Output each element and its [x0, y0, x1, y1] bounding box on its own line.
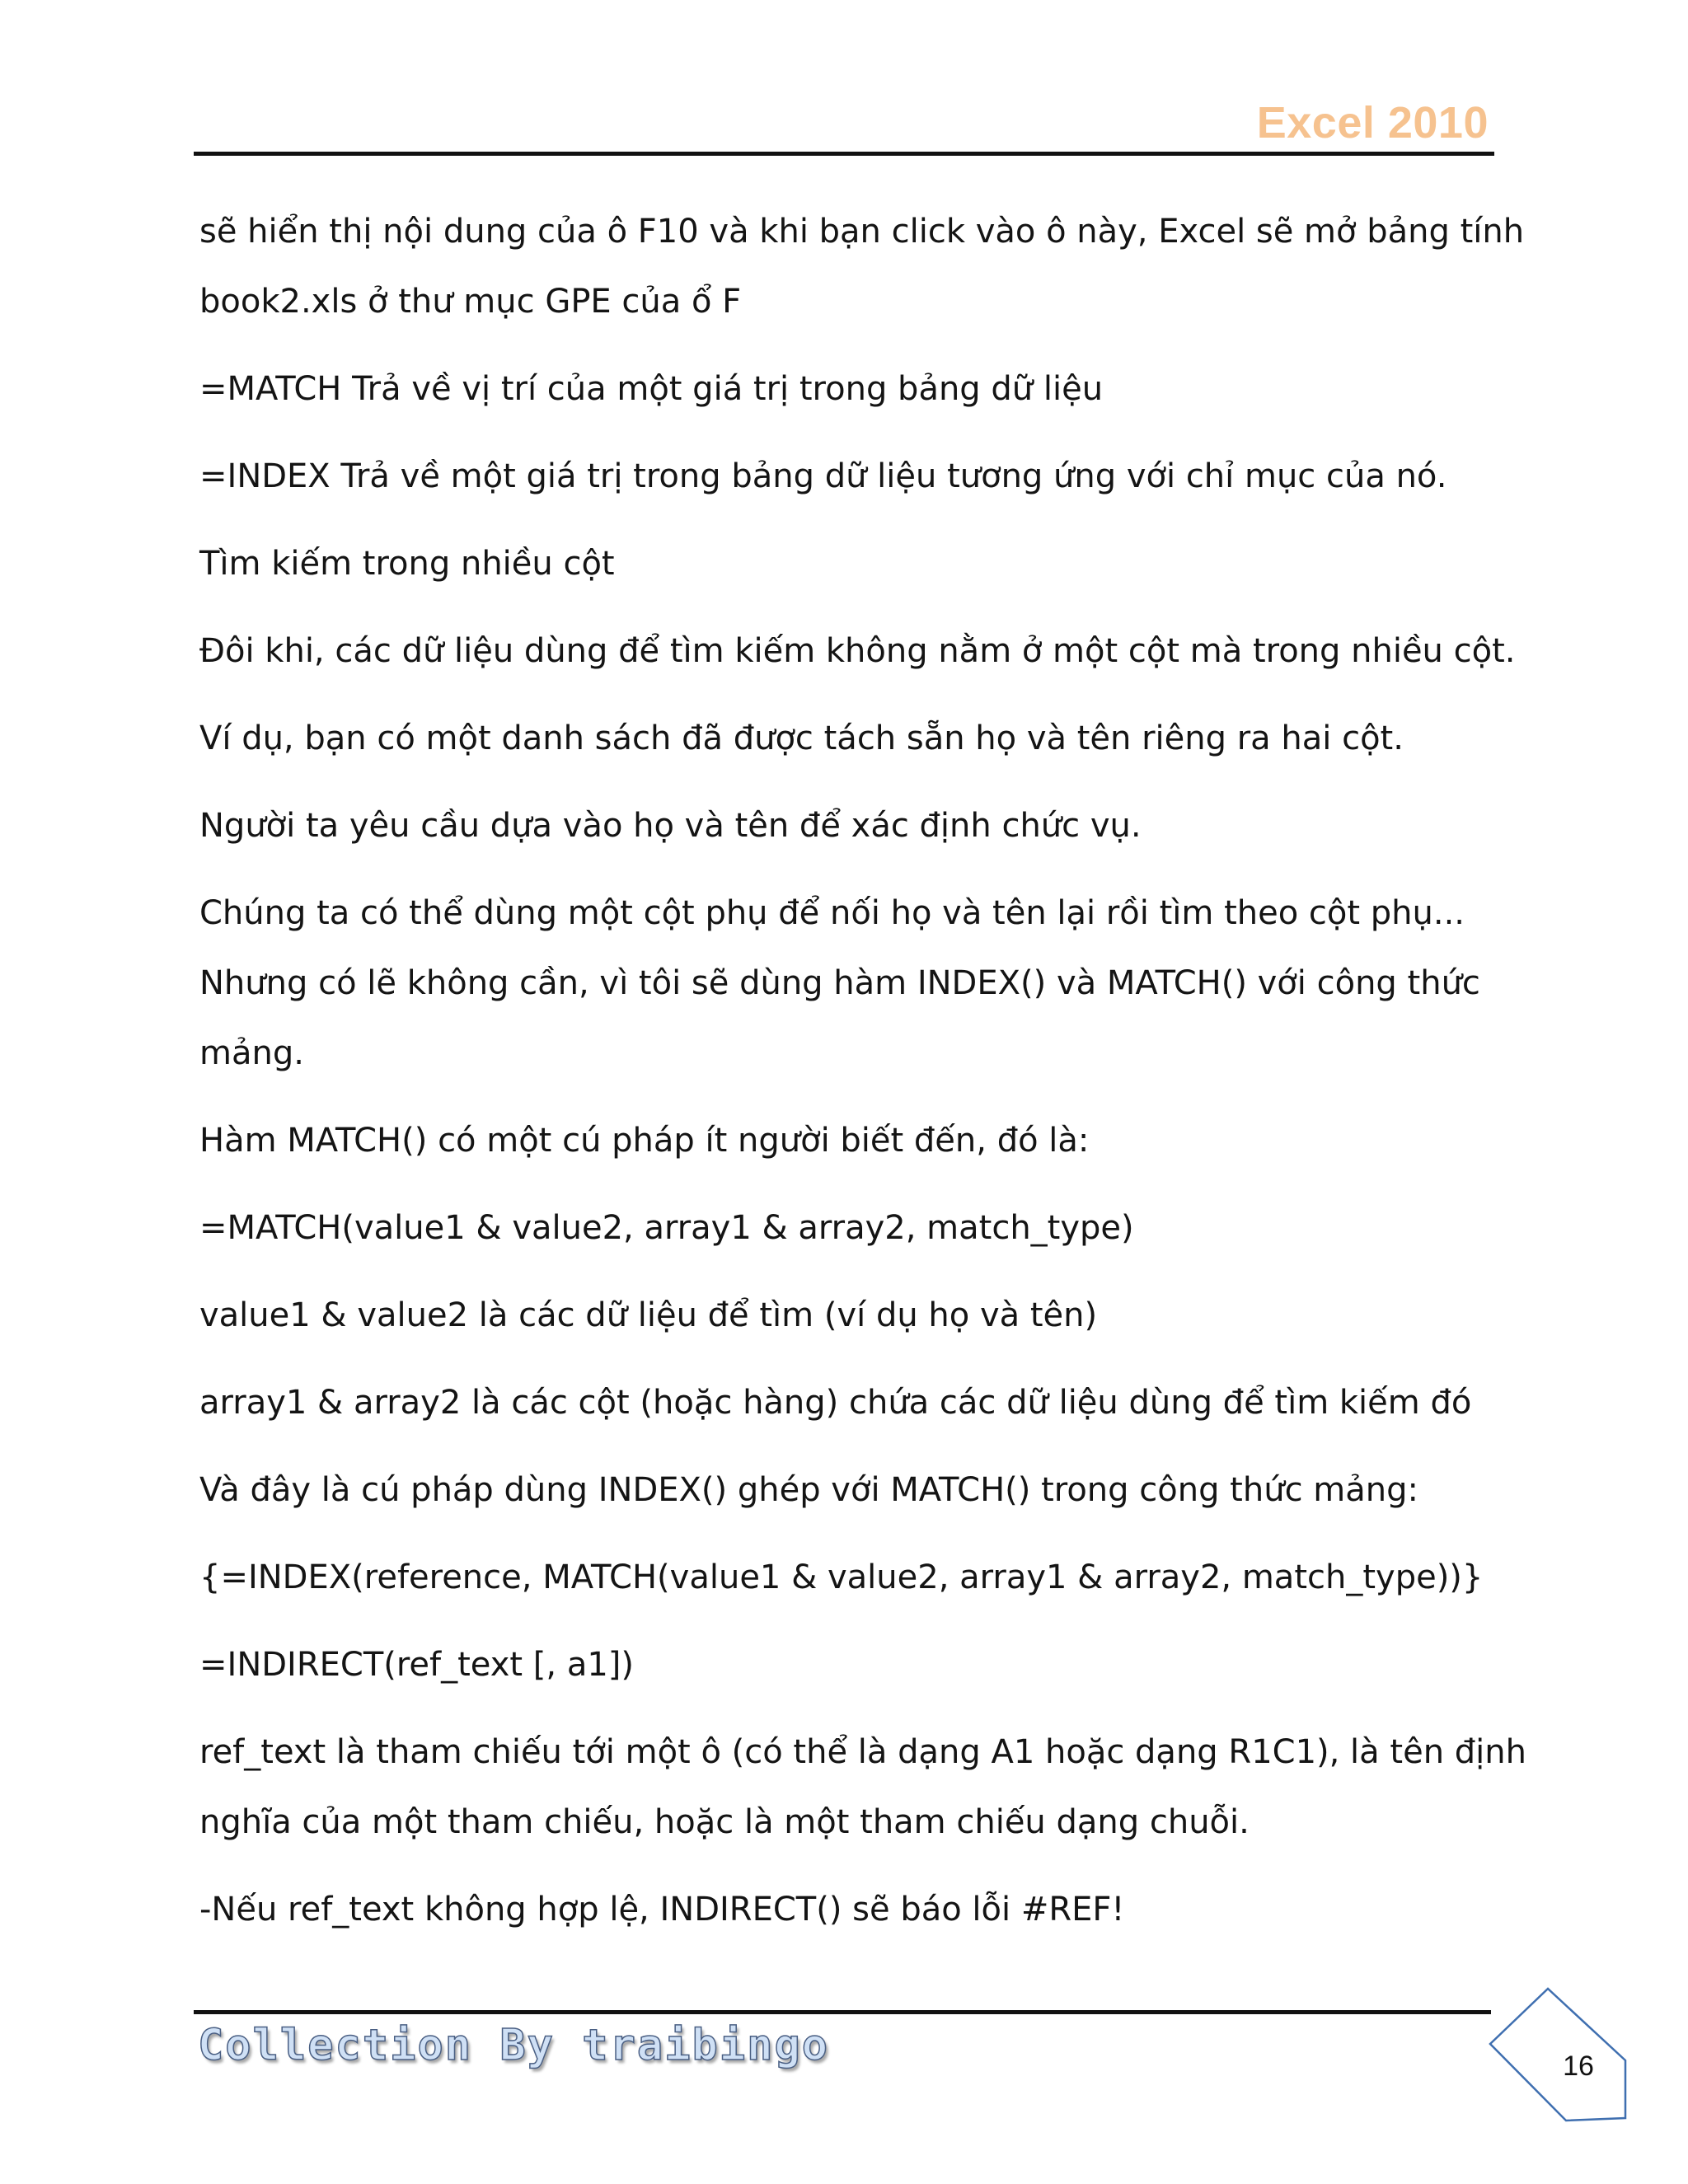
body-line: Và đây là cú pháp dùng INDEX() ghép với MATCH() trong công thức mảng:: [199, 1471, 1418, 1509]
body-line: Nhưng có lẽ không cần, vì tôi sẽ dùng hàm INDEX() và MATCH() với công thức: [199, 964, 1480, 1002]
body-line: Chúng ta có thể dùng một cột phụ để nối họ và tên lại rồi tìm theo cột phụ...: [199, 894, 1465, 932]
body-line: Hàm MATCH() có một cú pháp ít người biết đến, đó là:: [199, 1122, 1090, 1160]
body-line: -Nếu ref_text không hợp lệ, INDIRECT() sẽ báo lỗi #REF!: [199, 1891, 1125, 1929]
body-line: =MATCH Trả về vị trí của một giá trị trong bảng dữ liệu: [199, 370, 1104, 408]
footer-brand: Collection By traibingo: [198, 2021, 830, 2070]
body-line: array1 & array2 là các cột (hoặc hàng) chứa các dữ liệu dùng để tìm kiếm đó: [199, 1384, 1472, 1422]
body-line: nghĩa của một tham chiếu, hoặc là một tham chiếu dạng chuỗi.: [199, 1803, 1250, 1841]
header-title: Excel 2010: [1256, 98, 1489, 148]
body-line: book2.xls ở thư mục GPE của ổ F: [199, 283, 742, 321]
page-number-badge-icon: [1484, 1982, 1632, 2130]
body-line: =MATCH(value1 & value2, array1 & array2, match_type): [199, 1209, 1134, 1247]
body-line: =INDEX Trả về một giá trị trong bảng dữ liệu tương ứng với chỉ mục của nó.: [199, 457, 1447, 495]
body-line: {=INDEX(reference, MATCH(value1 & value2, array1 & array2, match_type))}: [199, 1558, 1484, 1596]
body-line: value1 & value2 là các dữ liệu để tìm (ví dụ họ và tên): [199, 1296, 1098, 1334]
body-line: Người ta yêu cầu dựa vào họ và tên để xác định chức vụ.: [199, 807, 1142, 845]
body-line: ref_text là tham chiếu tới một ô (có thể là dạng A1 hoặc dạng R1C1), là tên định: [199, 1733, 1526, 1771]
footer-rule: [194, 2010, 1491, 2014]
body-line: =INDIRECT(ref_text [, a1]): [199, 1646, 634, 1684]
body-line: mảng.: [199, 1034, 304, 1072]
page-number: 16: [1563, 2050, 1594, 2082]
body-line: sẽ hiển thị nội dung của ô F10 và khi bạn click vào ô này, Excel sẽ mở bảng tính: [199, 213, 1525, 251]
body-line: Tìm kiếm trong nhiều cột: [199, 545, 615, 583]
body-line: Đôi khi, các dữ liệu dùng để tìm kiếm không nằm ở một cột mà trong nhiều cột.: [199, 632, 1516, 670]
header-rule: [194, 152, 1494, 156]
body-line: Ví dụ, bạn có một danh sách đã được tách sẵn họ và tên riêng ra hai cột.: [199, 719, 1404, 757]
